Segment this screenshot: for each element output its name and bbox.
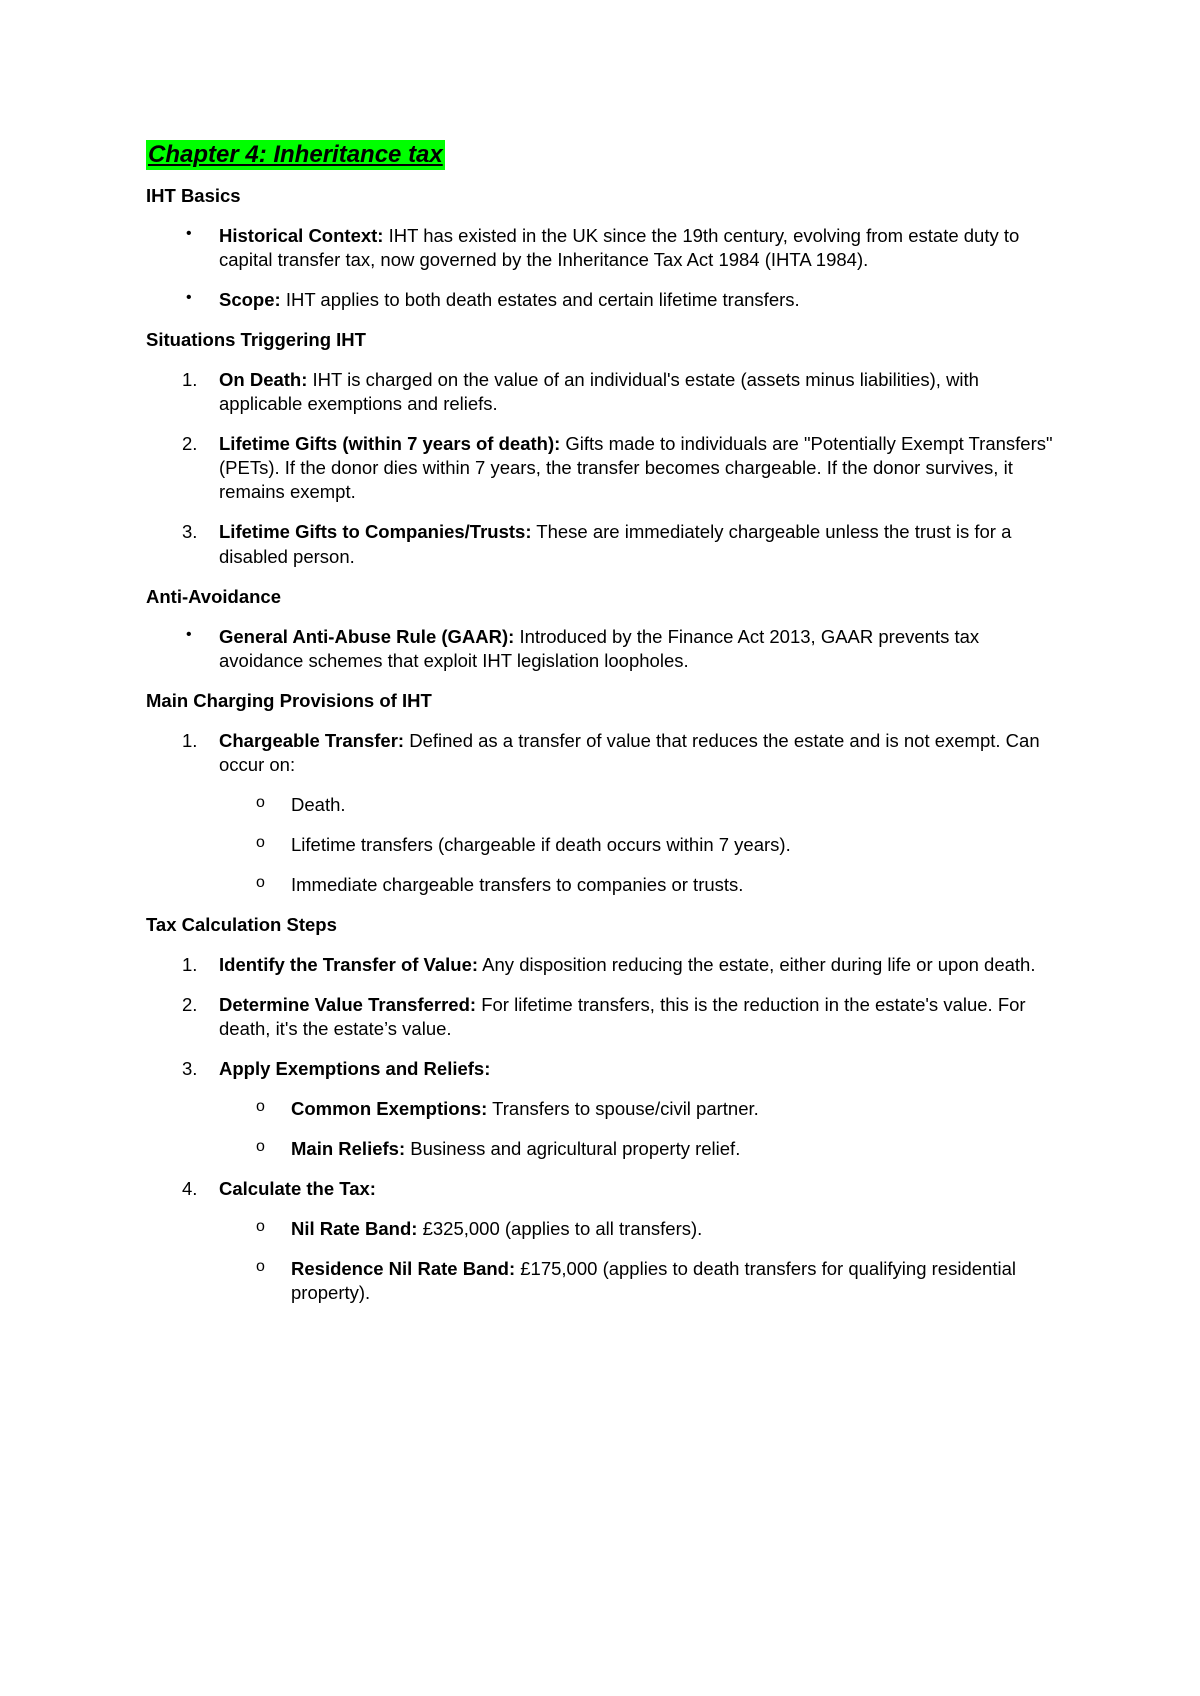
sub-item-text: £175,000 (applies to death transfers for qualifying residential property).	[291, 1258, 1016, 1304]
number-marker: 4.	[182, 1178, 198, 1200]
section-heading: Tax Calculation Steps	[146, 913, 337, 935]
list-item	[146, 224, 1066, 272]
item-text: Gifts made to individuals are "Potentially Exempt Transfers" (PETs). If the donor dies within 7 years, the transfer becomes chargeable. If the donor survives, it remains exempt.	[219, 433, 1053, 503]
item-term: Identify the Transfer of Value:	[219, 954, 479, 976]
list-item	[146, 520, 1066, 568]
bullet-marker: •	[186, 625, 192, 643]
section-heading: Anti-Avoidance	[146, 585, 281, 607]
number-marker: 2.	[182, 433, 198, 455]
sub-list-item	[146, 1257, 1066, 1305]
numbered-list	[146, 953, 1066, 1305]
item-term: Apply Exemptions and Reliefs:	[219, 1058, 491, 1080]
number-marker: 1.	[182, 954, 198, 976]
sub-item-text: Business and agricultural property relief.	[405, 1138, 741, 1160]
circle-bullet-marker: o	[256, 1218, 265, 1236]
sub-item-term: Common Exemptions:	[291, 1098, 488, 1120]
section-heading: IHT Basics	[146, 185, 241, 206]
number-marker: 2.	[182, 994, 198, 1016]
number-marker: 1.	[182, 369, 198, 391]
item-text: Defined as a transfer of value that reduces the estate and is not exempt. Can occur on:	[219, 729, 1040, 775]
circle-bullet-marker: o	[256, 873, 265, 891]
circle-bullet-marker: o	[256, 1138, 265, 1156]
section-heading: Situations Triggering IHT	[146, 329, 366, 351]
number-marker: 1.	[182, 729, 198, 751]
sub-list-item	[146, 873, 1066, 897]
numbered-list	[146, 729, 1066, 897]
number-marker: 3.	[182, 1058, 198, 1080]
sub-item-term: Nil Rate Band:	[291, 1218, 418, 1240]
number-marker: 3.	[182, 521, 198, 543]
item-term: Scope:	[219, 289, 281, 311]
list-item	[146, 1057, 1066, 1081]
item-text: IHT is charged on the value of an individual's estate (assets minus liabilities), with applicable exemptions and reliefs.	[219, 369, 979, 415]
sub-item-text: Death.	[291, 793, 346, 815]
sub-list-item	[146, 1217, 1066, 1241]
item-text: IHT applies to both death estates and certain lifetime transfers.	[280, 289, 800, 311]
item-term: Lifetime Gifts to Companies/Trusts:	[219, 521, 532, 543]
sub-list-item	[146, 1097, 1066, 1121]
list-item	[146, 993, 1066, 1041]
sub-item-text: Immediate chargeable transfers to companies or trusts.	[291, 873, 744, 895]
sub-item-text: Transfers to spouse/civil partner.	[487, 1098, 759, 1120]
section-heading: Main Charging Provisions of IHT	[146, 689, 432, 711]
circle-bullet-marker: o	[256, 793, 265, 811]
item-text: Introduced by the Finance Act 2013, GAAR prevents tax avoidance schemes that exploit IHT legislation loopholes.	[219, 625, 980, 671]
circle-bullet-marker: o	[256, 1258, 265, 1276]
circle-bullet-marker: o	[256, 833, 265, 851]
list-item	[146, 368, 1066, 416]
item-term: Chargeable Transfer:	[219, 729, 405, 751]
list-item	[146, 953, 1066, 977]
sub-item-term: Residence Nil Rate Band:	[291, 1258, 516, 1280]
sub-item-term: Main Reliefs:	[291, 1138, 406, 1160]
item-term: Calculate the Tax:	[219, 1178, 376, 1200]
bullet-marker: •	[186, 289, 192, 307]
item-text: Any disposition reducing the estate, either during life or upon death.	[478, 954, 1036, 976]
sub-item-text: £325,000 (applies to all transfers).	[417, 1218, 703, 1240]
list-item	[146, 288, 1066, 312]
item-term: Historical Context:	[219, 225, 384, 247]
bullet-marker: •	[186, 225, 192, 243]
list-item	[146, 1177, 1066, 1201]
item-text: These are immediately chargeable unless the trust is for a disabled person.	[219, 521, 1012, 567]
list-item	[146, 625, 1066, 673]
item-term: Determine Value Transferred:	[219, 994, 477, 1016]
list-item	[146, 729, 1066, 777]
item-text: For lifetime transfers, this is the reduction in the estate's value. For death, it's the estate’s value.	[219, 994, 1026, 1040]
bullet-list	[146, 224, 1066, 312]
list-item	[146, 432, 1066, 504]
item-term: On Death:	[219, 369, 308, 391]
sub-list-item	[146, 793, 1066, 817]
item-term: General Anti-Abuse Rule (GAAR):	[219, 625, 515, 647]
document-body	[146, 184, 1066, 1306]
chapter-title: Chapter 4: Inheritance tax	[148, 141, 443, 168]
circle-bullet-marker: o	[256, 1098, 265, 1116]
item-text: IHT has existed in the UK since the 19th century, evolving from estate duty to capital transfer tax, now governed by the Inheritance Tax Act 1984 (IHTA 1984).	[219, 225, 1020, 271]
sub-list-item	[146, 833, 1066, 857]
sub-item-text: Lifetime transfers (chargeable if death occurs within 7 years).	[291, 833, 791, 855]
numbered-list	[146, 368, 1066, 568]
sub-list-item	[146, 1137, 1066, 1161]
item-term: Lifetime Gifts (within 7 years of death):	[219, 433, 561, 455]
document-page	[146, 140, 1066, 1322]
bullet-list	[146, 625, 1066, 673]
